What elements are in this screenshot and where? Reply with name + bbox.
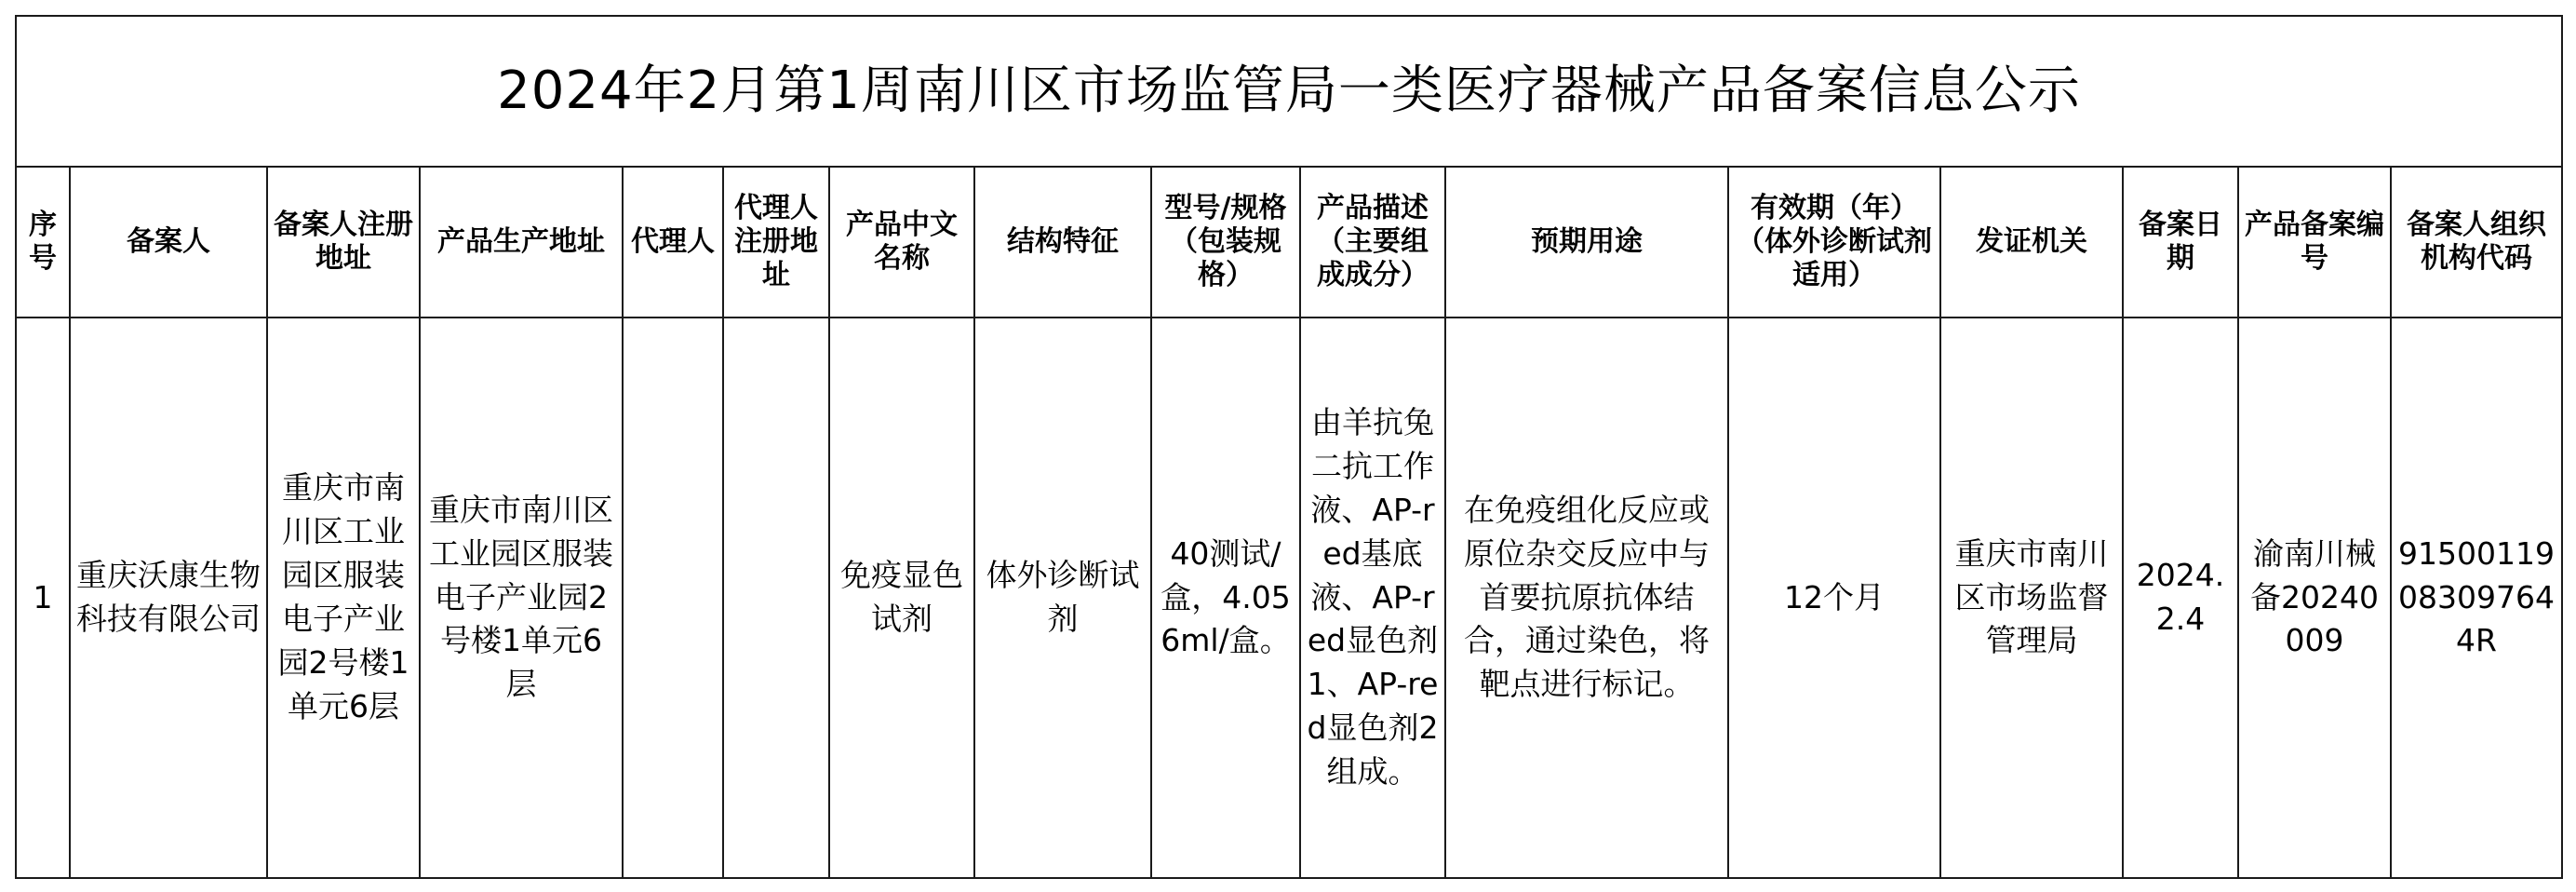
- column-header-model-spec: 型号/规格（包装规格）: [1151, 167, 1300, 318]
- column-header-filer-address: 备案人注册地址: [267, 167, 420, 318]
- filing-table: [15, 15, 2563, 879]
- cell-production-address: 重庆市南川区工业园区服装电子产业园2号楼1单元6层: [420, 318, 623, 878]
- column-header-index: 序号: [16, 167, 70, 318]
- cell-issuing-authority: 重庆市南川区市场监督管理局: [1940, 318, 2123, 878]
- column-header-filing-number: 产品备案编号: [2238, 167, 2391, 318]
- column-header-validity: 有效期（年）（体外诊断试剂适用）: [1728, 167, 1940, 318]
- cell-filer-address: 重庆市南川区工业园区服装电子产业园2号楼1单元6层: [267, 318, 420, 878]
- cell-filing-number: 渝南川械备20240009: [2238, 318, 2391, 878]
- cell-agent: [623, 318, 723, 878]
- cell-structure: 体外诊断试剂: [974, 318, 1151, 878]
- cell-filer: 重庆沃康生物科技有限公司: [70, 318, 267, 878]
- page-title: 2024年2月第1周南川区市场监管局一类医疗器械产品备案信息公示: [16, 16, 2562, 167]
- column-header-production-address: 产品生产地址: [420, 167, 623, 318]
- cell-product-name: 免疫显色试剂: [829, 318, 974, 878]
- cell-description: 由羊抗兔二抗工作液、AP-red基底液、AP-red显色剂1、AP-red显色剂2组成。: [1300, 318, 1445, 878]
- column-header-agent: 代理人: [623, 167, 723, 318]
- cell-intended-use: 在免疫组化反应或原位杂交反应中与首要抗原抗体结合，通过染色，将靶点进行标记。: [1445, 318, 1728, 878]
- filing-sheet: [15, 15, 2561, 877]
- cell-agent-address: [723, 318, 829, 878]
- column-header-issuing-authority: 发证机关: [1940, 167, 2123, 318]
- table-row: [16, 318, 2562, 878]
- column-header-org-code: 备案人组织机构代码: [2391, 167, 2562, 318]
- column-header-description: 产品描述（主要组成成分）: [1300, 167, 1445, 318]
- column-header-intended-use: 预期用途: [1445, 167, 1728, 318]
- column-header-product-name: 产品中文名称: [829, 167, 974, 318]
- cell-validity: 12个月: [1728, 318, 1940, 878]
- column-header-agent-address: 代理人注册地址: [723, 167, 829, 318]
- column-header-filer: 备案人: [70, 167, 267, 318]
- cell-index: 1: [16, 318, 70, 878]
- header-row: [16, 167, 2562, 318]
- cell-org-code: 91500119083097644R: [2391, 318, 2562, 878]
- column-header-filing-date: 备案日期: [2123, 167, 2238, 318]
- cell-model-spec: 40测试/盒，4.056ml/盒。: [1151, 318, 1300, 878]
- column-header-structure: 结构特征: [974, 167, 1151, 318]
- cell-filing-date: 2024.2.4: [2123, 318, 2238, 878]
